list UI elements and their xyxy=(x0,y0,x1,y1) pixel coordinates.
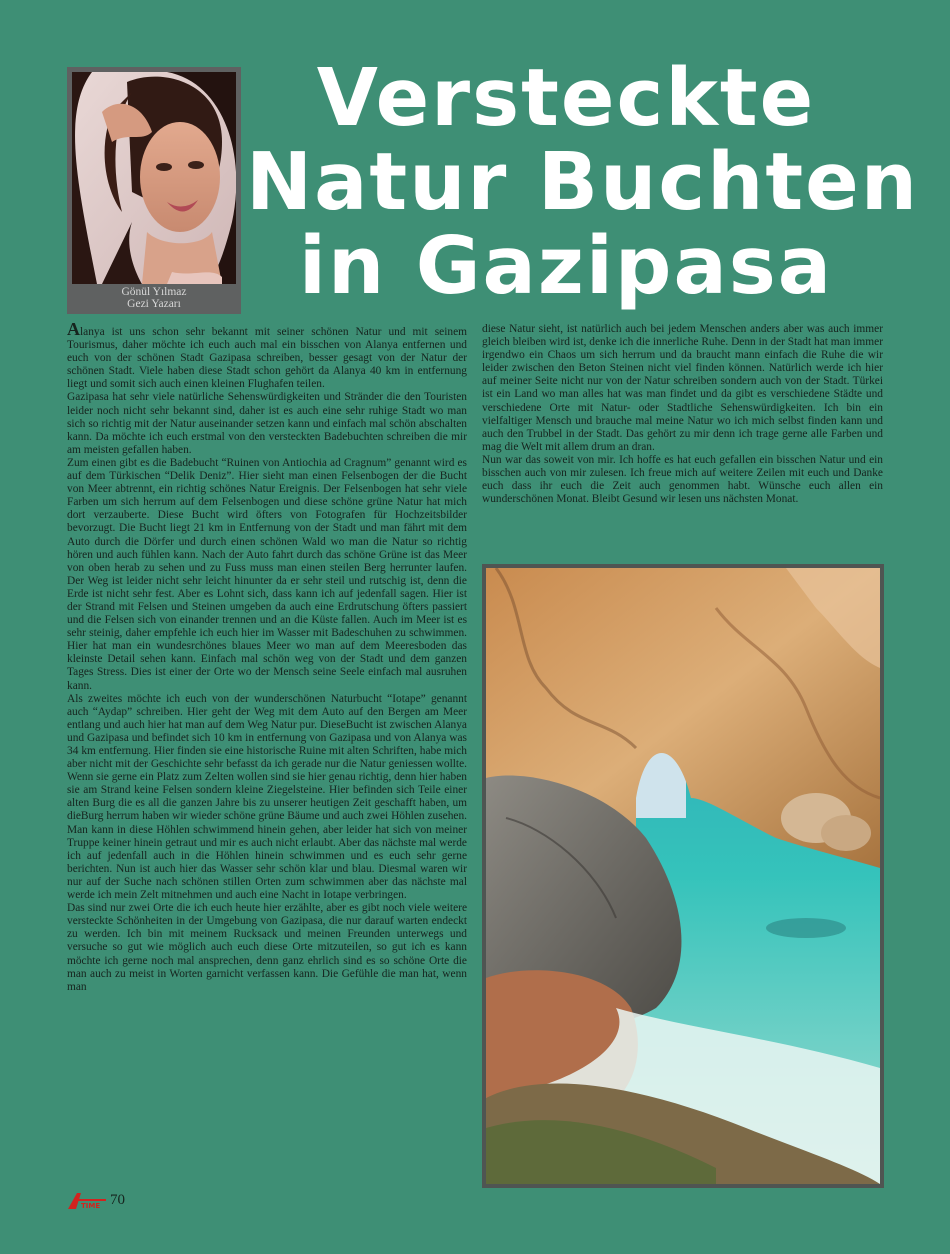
magazine-logo xyxy=(68,1193,108,1209)
article-paragraph: Als zweites möchte ich euch von der wunderschönen Naturbucht “Iotape” genannt auch “Aydap” schreiben. Hier geht der Weg mit dem Auto auf den Bergen am Meer entlang und auch hier hat man auf dem Weg Natur pur. DieseBucht ist zwischen Alanya und Gazipasa und befindet sich 10 km in entfernung von Gazipasa und von Alanya was 34 km entfernung. Hier finden sie eine historische Ruine mit alten Schriften, habe mich aber nicht mit der Geschichte sehr befasst da ich gerade nur die Natur geniessen wollte. Wenn sie gerne ein Platz zum Zelten wollen sind sie hier genau richtig, denn hier haben sie am Strand keine Felsen sondern kleine Ziegelsteine. Hier befinden sich Teile einer alten Burg die es all die ganzen Jahre bis zu unserer heutigen Zeit geschafft haben, um dieBurg herrum haben wir wieder schöne grüne Bäume und auch zwei Höhlen zusehen. Man kann in diese Höhlen schwimmend hinein gehen, aber leider hat sich von meiner Truppe keiner hinein getraut und mir es auch nicht erlaubt. Aber das nächste mal werde ich auf jedenfall auch in die Höhlen hinein schwimmen und es euch sehr gerne berichten. Nun ist auch hier das Wasser sehr schön klar und blau. Diesmal waren wir nur auf der Suche nach schönen stillen Orten zum schwimmen aber das nächste mal werde ich mein Zelt mitnehmen und auch eine Nacht in Iotape verbringen. xyxy=(67,692,467,902)
headline-line-1: Versteckte xyxy=(316,52,816,144)
author-role: Gezi Yazarı xyxy=(127,298,181,310)
logo-text: TIME xyxy=(81,1202,101,1209)
author-photo xyxy=(72,72,236,284)
bay-photo xyxy=(486,568,880,1184)
article-paragraph: Das sind nur zwei Orte die ich euch heute hier erzählte, aber es gibt noch viele weitere versteckte Schönheiten in der Umgebung von Gazipasa, die nur darauf warten endeckt zu werden. Ich bin mit meinem Rucksack und meinen Freunden unterwegs und versuche so gut wie möglich auch euch diese Orte mitzuteilen, so gut ich es kann möchte ich gerne noch mal ansprechen, denn ganz ehrlich sind es so schöne Orte die man auch zu meist in Worten garnicht verfassen kann. Die Gefühle die man hat, wenn man xyxy=(67,902,467,993)
article-paragraph: Alanya ist uns schon sehr bekannt mit seiner schönen Natur und mit seinem Tourismus, daher möchte ich euch auch mal ein bisschen von Alanya entfernen und euch von der schönen Stadt Gazipasa schreiben, besser gesagt von der Natur der schönen Stadt. Viele haben diese Stadt schon gehört da Alanya 40 km in entfernung liegt und somit sich auch einen kleinen Flughafen teilen. xyxy=(67,319,467,391)
article-paragraph: diese Natur sieht, ist natürlich auch bei jedem Menschen anders aber was auch immer gleich bleiben wird ist, denke ich die innerliche Ruhe. Denn in der Stadt hat man immer irgendwo ein Chaos um sich herrum und da braucht mann einfach die Ruhe die wir leider zwischen den Beton Steinen nicht viel finden können. Natürlich werde ich hier auf meiner Seite nicht nur von der Natur schreiben sondern auch von der Stadt. Türkei ist ein Land wo man alles hat was man findet und da gibt es verschiedene Städte und verschiedene Orte mit Natur- oder Stadtliche Sehenswürdigkeiten. Ich bin ein vielfaltiger Mensch und brauche mal meine Natur wo ich mich selbst finden kann und auch den Trubbel in der Stadt. Das gehört zu mir denn ich trage gerne alle Farben und mag die Welt mit allem drum an dran. xyxy=(482,323,883,453)
author-name: Gönül Yılmaz xyxy=(121,286,187,298)
headline-line-3: in Gazipasa xyxy=(298,220,834,312)
article-column-left xyxy=(67,319,467,1185)
article-paragraph: Nun war das soweit von mir. Ich hoffe es hat euch gefallen ein bisschen Natur und ein bisschen auch von mir zulesen. Ich freue mich auf weitere Zeilen mit euch und Danke euch dass ihr euch die Zeit auch genommen habt. Wünsche euch allen ein wunderschönen Monat. Bleibt Gesund wir lesen uns nächsten Monat. xyxy=(482,453,883,506)
headline xyxy=(246,52,920,312)
page-number: 70 xyxy=(110,1192,125,1208)
author-box xyxy=(67,67,241,314)
bay-photo-frame xyxy=(482,564,884,1188)
rock-arch-bay-image xyxy=(486,568,880,1184)
article-paragraph: Gazipasa hat sehr viele natürliche Sehenswürdigkeiten und Stränder die den Touristen leider noch nicht sehr bekannt sind, daher ist es auch eine sehr ruhige Stadt wo man sich so richtig mit der Natur auseinander setzen kann und einfach mal schön abschalten kann. Da möchte ich euch erstmal von den versteckten Badebuchten schreiben die mir am meisten gefallen haben. xyxy=(67,391,467,456)
article-column-right xyxy=(482,323,883,561)
author-portrait xyxy=(72,72,236,284)
headline-line-2: Natur Buchten xyxy=(246,136,920,228)
article-paragraph: Zum einen gibt es die Badebucht “Ruinen von Antiochia ad Cragnum” genannt wird es auf dem Türkischen “Delik Deniz”. Hier sieht man einen Felsenbogen der die Bucht von Meer abtrennt, ein richtig schönes Natur Ereignis. Der Felsenbogen hat sehr viele Farben um sich herrum auf dem Felsenbogen und diese schöne grüne Natur hat mich dort verzauberte. Diese Bucht wird öfters von Fotografen für Hochzeitsbilder bevorzugt. Die Bucht liegt 21 km in Entfernung von der Stadt und man fährt mit dem Auto durch die Dörfer und durch einen schönen Wald wo man die Natur so richtig hören und auch fühlen kann. Nach der Auto fahrt durch das schöne Grüne ist das Meer von oben herab zu sehen und zu Fuss muss man einen steilen Berg herrunter laufen. Der Weg ist leider nicht sehr leicht hinunter da er sehr steil und rutschig ist, denn die Erde ist nicht sehr fest. Aber es Lohnt sich, dass kann ich auf jedenfall sagen. Hier ist der Strand mit Felsen und Steinen umgeben da auch eine Erdrutschung öfters passiert und die Felsen sich von einander trennen und an die Küste fallen. Auch im Meer ist es sehr steinig, daher empfehle ich euch hier im Wasser mit Badeschuhen zu schwimmen. Hier hat man ein wundesrchönes blaues Meer wo man auf dem Meeresboden das kleinste Detail sehen kann. Einfach mal schön weg von der Stadt und dem ganzen Tages Stress. Dies ist einer der Orte wo der Mensch seine Seele einfach mal ausruhen kann. xyxy=(67,456,467,692)
